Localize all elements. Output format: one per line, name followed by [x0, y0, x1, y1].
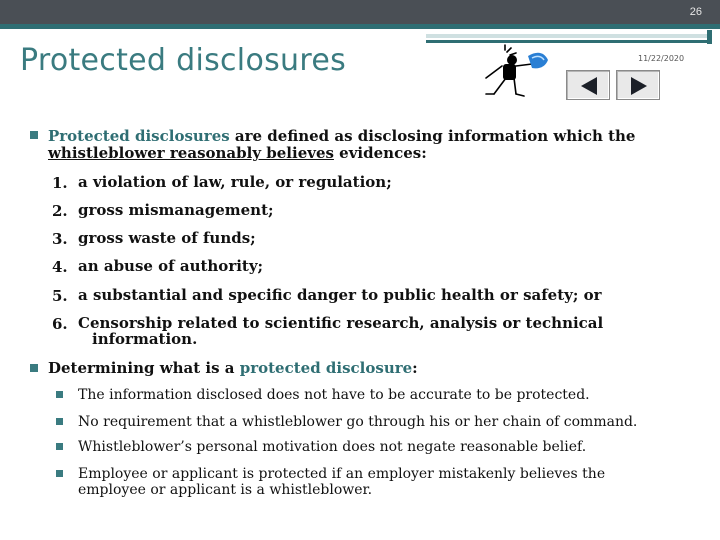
- list-number: 3.: [52, 230, 68, 248]
- header-line: [426, 40, 711, 43]
- list-item-continued: information.: [92, 330, 198, 348]
- list-item: gross mismanagement;: [78, 201, 274, 219]
- intro-paragraph: [48, 128, 708, 162]
- list-number: 4.: [52, 258, 68, 276]
- header-corner: [707, 30, 712, 44]
- list-item: Censorship related to scientific research, analysis or technical: [78, 314, 604, 332]
- section2-lead: Determining what is a: [48, 359, 240, 377]
- list-item: gross waste of funds;: [78, 229, 256, 247]
- bullet-marker: [30, 364, 38, 372]
- sub-bullet-text: Employee or applicant is protected if an employer mistakenly believes the: [78, 466, 606, 482]
- list-number: 5.: [52, 287, 68, 305]
- section2-heading: [48, 360, 418, 377]
- intro-underlined: whistleblower reasonably believes: [48, 144, 334, 162]
- sub-bullet-marker: [56, 418, 63, 425]
- sub-bullet-text: Whistleblower’s personal motivation does not negate reasonable belief.: [78, 439, 587, 455]
- list-number: 6.: [52, 315, 68, 333]
- bullet-marker: [30, 131, 38, 139]
- triangle-right-icon: [617, 71, 661, 101]
- sub-bullet-marker: [56, 391, 63, 398]
- intro-rest-1: are defined as disclosing information which the: [229, 127, 636, 145]
- list-number: 1.: [52, 174, 68, 192]
- page-title: Protected disclosures: [20, 43, 347, 78]
- slide-date: 11/22/2020: [638, 54, 685, 63]
- top-bar: [0, 0, 720, 24]
- list-number: 2.: [52, 202, 68, 220]
- list-item: an abuse of authority;: [78, 257, 264, 275]
- section2-term: protected disclosure: [239, 359, 413, 377]
- sub-bullet-text-continued: employee or applicant is a whistleblower.: [78, 482, 373, 498]
- section2-colon: :: [412, 359, 418, 377]
- intro-rest-2: evidences:: [333, 144, 427, 162]
- list-item: a substantial and specific danger to public health or safety; or: [78, 286, 602, 304]
- sub-bullet-marker: [56, 470, 63, 477]
- list-item: a violation of law, rule, or regulation;: [78, 173, 392, 191]
- triangle-left-icon: [567, 71, 611, 101]
- slide-number: 26: [689, 6, 702, 18]
- whistleblower-figure-icon: [472, 44, 552, 104]
- intro-term: Protected disclosures: [48, 127, 230, 145]
- header-line-light: [426, 34, 711, 38]
- sub-bullet-marker: [56, 443, 63, 450]
- sub-bullet-text: The information disclosed does not have to be accurate to be protected.: [78, 387, 590, 403]
- sub-bullet-text: No requirement that a whistleblower go through his or her chain of command.: [78, 414, 638, 430]
- next-slide-button[interactable]: [616, 70, 660, 100]
- header-divider: [0, 24, 720, 29]
- prev-slide-button[interactable]: [566, 70, 610, 100]
